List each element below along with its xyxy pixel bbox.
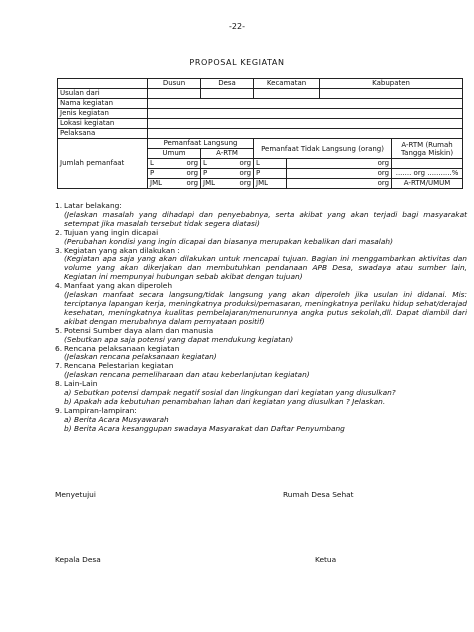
sub-item-a: Berita Acara Musyawarah: [74, 414, 169, 424]
cell-umum-l-org: org: [168, 159, 201, 169]
cell-pelaksana[interactable]: [148, 129, 463, 139]
row-pemanfaat-header: [58, 139, 463, 149]
item-2: [55, 229, 467, 247]
item-1: [55, 202, 467, 229]
item-number: 4.: [55, 281, 63, 291]
cell-tl-p-org: org: [287, 169, 392, 179]
item-number: 5.: [55, 325, 63, 335]
sub-item-b: Apakah ada kebutuhan penambahan lahan dari kegiatan yang diusulkan ? Jelaskan.: [74, 396, 386, 406]
row-pelaksana: [58, 129, 463, 139]
col-desa: Desa: [201, 79, 254, 89]
item-number: 9.: [55, 405, 63, 415]
cell-percent: ....... org ...........%: [392, 169, 463, 179]
cell-umum-jml: JML: [148, 179, 168, 189]
cell-umum-l: L: [148, 159, 168, 169]
item-title: Potensi Sumber daya alam dan manusia: [64, 325, 214, 335]
item-description: (Sebutkan apa saja potensi yang dapat mendukung kegiatan): [64, 334, 294, 344]
item-6: [55, 345, 467, 363]
item-title: Manfaat yang akan diperoleh: [64, 281, 173, 291]
item-title: Lain-Lain: [64, 379, 98, 389]
col-kecamatan: Kecamatan: [254, 79, 320, 89]
item-description: (Perubahan kondisi yang ingin dicapai dan biasanya merupakan kebalikan dari masalah): [64, 236, 393, 246]
cell-artm-p: P: [201, 169, 221, 179]
cell-tl-l: L: [254, 159, 287, 169]
page-number: -22-: [229, 22, 245, 31]
cell-tl-l-org: org: [287, 159, 392, 169]
cell-artm-l: L: [201, 159, 221, 169]
header-artm: A-RTM: [201, 149, 254, 159]
col-kabupaten: Kabupaten: [320, 79, 463, 89]
item-title: Tujuan yang ingin dicapai: [64, 227, 159, 237]
row-lokasi-kegiatan: [58, 119, 463, 129]
item-4: [55, 282, 467, 327]
cell-usulan-kabupaten[interactable]: [320, 89, 463, 99]
cell-usulan-desa[interactable]: [201, 89, 254, 99]
header-pemanfaat-tidak-langsung: Pemanfaat Tidak Langsung (orang): [254, 139, 392, 159]
cell-tl-jml-org: org: [287, 179, 392, 189]
item-7: [55, 362, 467, 380]
header-umum: Umum: [148, 149, 201, 159]
row-jenis-kegiatan: [58, 109, 463, 119]
item-number: 7.: [55, 361, 63, 371]
header-empty: [58, 79, 148, 89]
col-dusun: Dusun: [148, 79, 201, 89]
label-kepala-desa: Kepala Desa: [55, 555, 101, 564]
cell-usulan-kecamatan[interactable]: [254, 89, 320, 99]
cell-nama-kegiatan[interactable]: [148, 99, 463, 109]
item-description: (Jelaskan rencana pemeliharaan dan atau keberlanjutan kegiatan): [64, 370, 310, 380]
sub-item-b: Berita Acara kesanggupan swadaya Masyarakat dan Daftar Penyumbang: [74, 423, 345, 433]
cell-tl-p: P: [254, 169, 287, 179]
cell-usulan-dusun[interactable]: [148, 89, 201, 99]
cell-jenis-kegiatan[interactable]: [148, 109, 463, 119]
cell-artm-umum: A-RTM/UMUM: [392, 179, 463, 189]
item-title: Rencana Pelestarian kegiatan: [64, 361, 174, 371]
cell-lokasi-kegiatan[interactable]: [148, 119, 463, 129]
item-9: [55, 407, 467, 434]
label-jenis-kegiatan: Jenis kegiatan: [58, 109, 148, 119]
sub-item-a: Sebutkan potensi dampak negatif sosial dan lingkungan dari kegiatan yang diusulkan?: [74, 388, 396, 398]
label-jumlah-pemanfaat: Jumlah pemanfaat: [58, 139, 148, 189]
header-pemanfaat-langsung: Pemanfaat Langsung: [148, 139, 254, 149]
item-title: Kegiatan yang akan dilakukan :: [64, 245, 180, 255]
cell-artm-p-org: org: [221, 169, 254, 179]
item-title: Rencana pelaksanaan kegiatan: [64, 343, 180, 353]
label-menyetujui: Menyetujui: [55, 490, 96, 499]
sub-marker: a): [64, 388, 72, 398]
item-number: 3.: [55, 245, 63, 255]
cell-tl-jml: JML: [254, 179, 287, 189]
label-rumah-desa-sehat: Rumah Desa Sehat: [283, 490, 354, 499]
row-nama-kegiatan: [58, 99, 463, 109]
cell-artm-jml-org: org: [221, 179, 254, 189]
cell-umum-jml-org: org: [168, 179, 201, 189]
item-title: Lampiran-lampiran:: [64, 405, 137, 415]
document-title: PROPOSAL KEGIATAN: [189, 58, 285, 67]
header-artm-rumah-tangga-miskin: A-RTM (Rumah Tangga Miskin): [392, 139, 463, 159]
item-8: [55, 380, 467, 407]
cell-artm-jml: JML: [201, 179, 221, 189]
item-3: [55, 247, 467, 283]
cell-umum-p-org: org: [168, 169, 201, 179]
cell-rtm-l[interactable]: [392, 159, 463, 169]
item-description: (Jelaskan rencana pelaksanaan kegiatan): [64, 352, 217, 362]
item-description: (Jelaskan manfaat secara langsung/tidak langsung yang akan diperoleh jika usulan ini didanai. Mis: terciptanya lapangan kerja, meningkatnya produksi/pemasaran, meningkatnya perilaku hidup sehat/derajad kesehatan, meningkatnya kualitas pembelajaran/menurunnya angka putus sekolah,dll. Dapat diambil dari akibat dengan merubahnya dalam pernyataan positif): [64, 290, 467, 326]
item-description: (Jelaskan masalah yang dihadapi dan penyebabnya, serta akibat yang akan terjadi bagi masyarakat setempat jika masalah tersebut tidak segera diatasi): [64, 209, 467, 228]
proposal-items: [55, 202, 467, 434]
label-pelaksana: Pelaksana: [58, 129, 148, 139]
cell-artm-l-org: org: [221, 159, 254, 169]
cell-umum-p: P: [148, 169, 168, 179]
item-5: [55, 327, 467, 345]
header-row: [58, 79, 463, 89]
sub-marker: b): [64, 396, 72, 406]
item-number: 2.: [55, 227, 63, 237]
sub-marker: b): [64, 423, 72, 433]
row-usulan: [58, 89, 463, 99]
item-number: 1.: [55, 201, 63, 210]
label-usulan-dari: Usulan dari: [58, 89, 148, 99]
item-number: 8.: [55, 379, 63, 389]
label-lokasi-kegiatan: Lokasi kegiatan: [58, 119, 148, 129]
label-nama-kegiatan: Nama kegiatan: [58, 99, 148, 109]
label-ketua: Ketua: [315, 555, 337, 564]
sub-marker: a): [64, 414, 72, 424]
item-description: (Kegiatan apa saja yang akan dilakukan untuk mencapai tujuan. Bagian ini menggambarkan aktivitas dan volume yang akan dikerjakan dan membutuhkan pendanaan APB Desa, swadaya atau sumber lain, Kegiatan ini mempunyai hubungan sebab akibat dengan tujuan): [64, 254, 467, 282]
proposal-table: [57, 78, 463, 189]
item-number: 6.: [55, 343, 63, 353]
item-title: Latar belakang:: [64, 201, 122, 210]
